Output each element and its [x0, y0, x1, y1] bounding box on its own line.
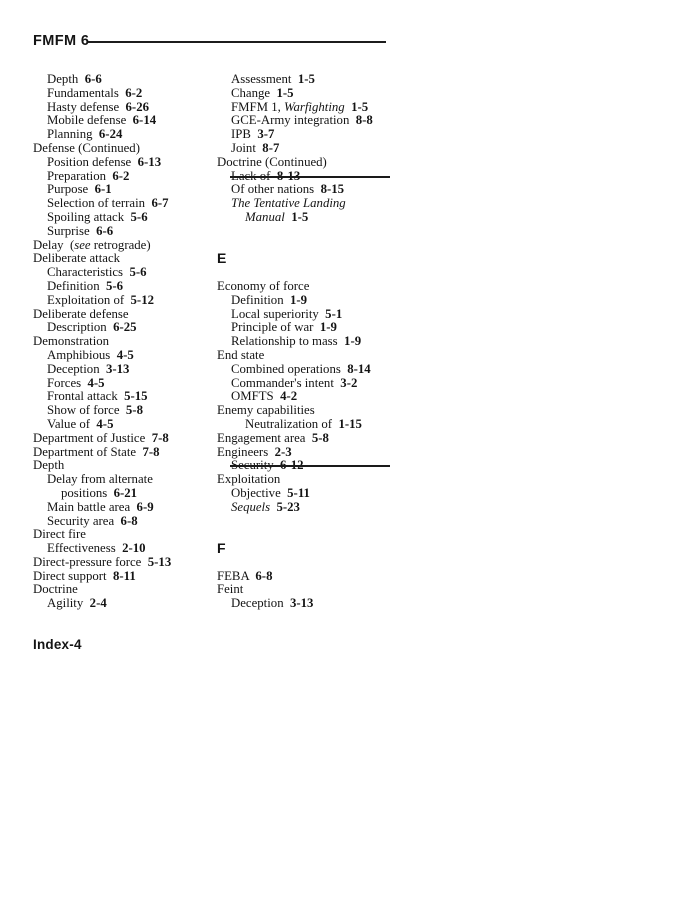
entry-text: End state: [217, 347, 265, 362]
entry-text: Joint: [231, 140, 263, 155]
blank-line: [217, 528, 390, 542]
index-entry: [33, 294, 211, 308]
index-entry: [217, 128, 390, 142]
entry-text-italic: Manual: [245, 209, 285, 224]
index-entry: [33, 446, 211, 460]
entry-text: Effectiveness: [47, 541, 123, 556]
index-entry: [33, 239, 211, 253]
page-number: 3-13: [290, 596, 314, 611]
index-entry: [33, 432, 211, 446]
entry-text: Combined operations: [231, 361, 348, 376]
page-number: 6-6: [84, 72, 102, 86]
index-entry: [33, 321, 211, 335]
index-entry: [217, 377, 390, 391]
index-entry: [33, 542, 211, 556]
entry-text: Demonstration: [33, 334, 110, 349]
entry-text: Economy of force: [217, 278, 310, 293]
entry-text: Feint: [217, 582, 244, 597]
index-entry: [217, 197, 390, 211]
page-number: 4-2: [280, 389, 298, 404]
blank-line: [217, 225, 390, 239]
entry-text: Engineers: [217, 444, 275, 459]
entry-text: Value of: [47, 416, 97, 431]
page-number: 5-6: [129, 265, 147, 280]
page-number: 6-25: [113, 320, 137, 335]
entry-text: Direct-pressure force: [33, 554, 148, 569]
index-entry: [33, 556, 211, 570]
page-number: 7-8: [151, 430, 169, 445]
page-number: 5-23: [270, 499, 300, 514]
blank-line: [217, 239, 390, 253]
page-number: 8-8: [355, 113, 373, 128]
index-entry: [217, 87, 390, 101]
entry-text: positions: [61, 485, 114, 500]
page-number: 1-9: [290, 292, 308, 307]
page-number: 6-14: [132, 113, 157, 128]
index-entry: [217, 390, 390, 404]
index-entry: [33, 501, 211, 515]
entry-text: Amphibious: [47, 347, 117, 362]
entry-text: Surprise: [47, 223, 97, 238]
index-entry: [217, 183, 390, 197]
entry-text: FEBA: [217, 568, 256, 583]
page-number: 1-9: [344, 334, 362, 349]
page-number: 6-1: [94, 182, 112, 197]
entry-text: Defense (Continued): [33, 140, 140, 155]
page-number: 6-2: [125, 85, 143, 100]
index-entry: [217, 363, 390, 377]
index-entry: [217, 294, 390, 308]
entry-text: Deception: [231, 596, 290, 611]
index-entry: [33, 183, 211, 197]
entry-text: FMFM 1,: [231, 99, 284, 114]
page-number: 8-13: [276, 168, 301, 183]
index-entry: [33, 280, 211, 294]
index-entry-struck: [217, 170, 390, 184]
index-entry: [33, 266, 211, 280]
blank-line: [217, 266, 390, 280]
entry-text: Enemy capabilities: [217, 403, 315, 418]
page-number: 8-14: [347, 361, 371, 376]
entry-text: Frontal attack: [47, 389, 125, 404]
entry-text: Relationship to mass: [231, 334, 345, 349]
index-entry: [33, 390, 211, 404]
entry-text: Planning: [47, 127, 99, 142]
entry-text: Purpose: [47, 182, 95, 197]
page-number: 6-2: [112, 168, 130, 183]
index-entry: [33, 597, 211, 611]
section-heading: F: [217, 540, 226, 557]
entry-text-italic: The Tentative Landing: [231, 196, 346, 211]
index-entry: [33, 197, 211, 211]
page-number: 6-21: [113, 485, 138, 500]
index-entry: [217, 583, 390, 597]
entry-text: Preparation: [47, 168, 113, 183]
entry-text-italic: Warfighting: [284, 99, 345, 114]
entry-text: Mobile defense: [47, 113, 133, 128]
index-entry: [33, 418, 211, 432]
entry-text: Commander's intent: [231, 375, 341, 390]
entry-text: Security: [231, 458, 281, 473]
index-entry: [33, 114, 211, 128]
entry-text: Assessment: [231, 72, 298, 86]
page-number: 2-10: [122, 541, 146, 556]
index-entry: [33, 363, 211, 377]
entry-text: Neutralization of: [245, 416, 339, 431]
index-entry: [33, 377, 211, 391]
entry-text: Spoiling attack: [47, 209, 131, 224]
page-number: 5-8: [125, 403, 143, 418]
entry-text: Direct fire: [33, 527, 86, 542]
page-number: 6-7: [151, 196, 169, 211]
index-entry: [33, 487, 211, 501]
entry-text: Show of force: [47, 403, 126, 418]
index-entry: [33, 170, 211, 184]
page-number: 1-5: [344, 99, 369, 114]
page-number: 8-15: [320, 182, 345, 197]
index-entry: [217, 321, 390, 335]
page-number: 1-15: [338, 416, 362, 431]
page-number: 6-8: [255, 568, 273, 583]
page-number: 3-13: [106, 361, 130, 376]
entry-text: Exploitation of: [47, 292, 131, 307]
page-number: 5-8: [311, 430, 329, 445]
index-entry: [217, 73, 390, 87]
entry-text: Definition: [47, 278, 106, 293]
index-entry: [33, 404, 211, 418]
section-heading: E: [217, 250, 227, 267]
entry-text: Agility: [47, 596, 90, 611]
index-entry: [217, 418, 390, 432]
index-entry: [33, 128, 211, 142]
index-entry: [217, 473, 390, 487]
entry-text: Deliberate defense: [33, 306, 129, 321]
page-number: 6-12: [280, 458, 304, 473]
page-number: 5-13: [147, 554, 172, 569]
index-entry: [217, 142, 390, 156]
entry-text: Security area: [47, 513, 121, 528]
page-number: 8-11: [112, 568, 136, 583]
index-entry: [33, 87, 211, 101]
entry-text: Characteristics: [47, 265, 130, 280]
page-number-footer: Index-4: [33, 637, 82, 652]
index-entry: [217, 308, 390, 322]
entry-text: Lack of: [231, 168, 277, 183]
index-entry: [33, 459, 211, 473]
index-entry: [217, 597, 390, 611]
entry-text: Local superiority: [231, 306, 326, 321]
page-title: FMFM 6: [33, 33, 90, 49]
page-number: 8-7: [262, 140, 280, 155]
index-entry: [33, 308, 211, 322]
entry-text: IPB: [231, 127, 258, 142]
entry-text: Objective: [231, 485, 288, 500]
entry-text: Engagement area: [217, 430, 312, 445]
entry-text: Hasty defense: [47, 99, 126, 114]
index-entry: [217, 487, 390, 501]
entry-text: Depth: [47, 72, 85, 86]
page-number: 5-1: [325, 306, 343, 321]
page-number: 6-9: [136, 499, 154, 514]
entry-text: Department of State: [33, 444, 143, 459]
entry-text: Position defense: [47, 154, 138, 169]
entry-text: Description: [47, 320, 114, 335]
entry-text: Definition: [231, 292, 290, 307]
page-number: 7-8: [142, 444, 160, 459]
entry-text: Selection of terrain: [47, 196, 152, 211]
page-number: 5-6: [130, 209, 148, 224]
index-entry: [217, 404, 390, 418]
index-entry: [217, 101, 390, 115]
page-number: 6-24: [98, 127, 123, 142]
index-column-left: [33, 73, 211, 611]
index-entry: [217, 501, 390, 515]
entry-text: Deception: [47, 361, 106, 376]
entry-text: Exploitation: [217, 472, 281, 487]
index-entry: [217, 349, 390, 363]
entry-text: Deliberate attack: [33, 251, 121, 266]
page-number: 5-6: [106, 278, 124, 293]
entry-text: OMFTS: [231, 389, 281, 404]
entry-text-italic: see: [74, 237, 91, 252]
entry-text: retrograde): [90, 237, 151, 252]
index-entry: [33, 583, 211, 597]
blank-line: [217, 515, 390, 529]
index-entry: [217, 211, 390, 225]
index-entry: [33, 142, 211, 156]
page-number: 1-5: [284, 209, 309, 224]
page-number: 6-8: [120, 513, 138, 528]
page-number: 2-4: [89, 596, 107, 611]
index-entry: [217, 446, 390, 460]
page-number: 1-5: [297, 72, 315, 86]
index-entry: [33, 225, 211, 239]
index-entry: [33, 101, 211, 115]
index-entry: [33, 528, 211, 542]
page-number: 1-5: [276, 85, 294, 100]
page-number: 5-11: [287, 485, 310, 500]
index-entry: [33, 335, 211, 349]
index-entry: [217, 280, 390, 294]
entry-text: Delay from alternate: [47, 472, 153, 487]
index-entry: [33, 73, 211, 87]
page-number: 3-7: [257, 127, 275, 142]
page-number: 6-26: [125, 99, 149, 114]
index-entry: [217, 114, 390, 128]
index-entry: [33, 156, 211, 170]
page-number: 3-2: [340, 375, 358, 390]
page-number: 4-5: [116, 347, 134, 362]
index-entry: [217, 156, 390, 170]
page-number: 6-6: [96, 223, 114, 238]
page-number: 1-9: [319, 320, 337, 335]
index-entry: [33, 515, 211, 529]
page-number: 6-13: [137, 154, 162, 169]
entry-text: Department of Justice: [33, 430, 152, 445]
page-number: 2-3: [274, 444, 292, 459]
index-entry: [33, 252, 211, 266]
header-rule: [88, 41, 386, 43]
entry-text: Of other nations: [231, 182, 321, 197]
page-number: 4-5: [87, 375, 105, 390]
index-entry: [217, 432, 390, 446]
entry-text: Doctrine (Continued): [217, 154, 327, 169]
entry-text: Doctrine: [33, 582, 78, 597]
entry-text: Change: [231, 85, 277, 100]
entry-text: Depth: [33, 458, 65, 473]
page-number: 5-12: [130, 292, 154, 307]
entry-text: Main battle area: [47, 499, 137, 514]
index-entry-struck: [217, 459, 390, 473]
entry-text: Direct support: [33, 568, 113, 583]
entry-text: Fundamentals: [47, 85, 126, 100]
entry-text: GCE-Army integration: [231, 113, 356, 128]
index-entry: [33, 211, 211, 225]
blank-line: [217, 556, 390, 570]
index-entry: [33, 473, 211, 487]
entry-text-italic: Sequels: [231, 499, 271, 514]
page-number: 4-5: [96, 416, 114, 431]
page-number: 5-15: [124, 389, 148, 404]
index-entry: [33, 570, 211, 584]
index-column-right: [217, 73, 390, 611]
index-entry: [217, 335, 390, 349]
index-entry: [33, 349, 211, 363]
entry-text: Forces: [47, 375, 88, 390]
index-entry: [217, 570, 390, 584]
entry-text: Principle of war: [231, 320, 320, 335]
entry-text: Delay (: [33, 237, 75, 252]
